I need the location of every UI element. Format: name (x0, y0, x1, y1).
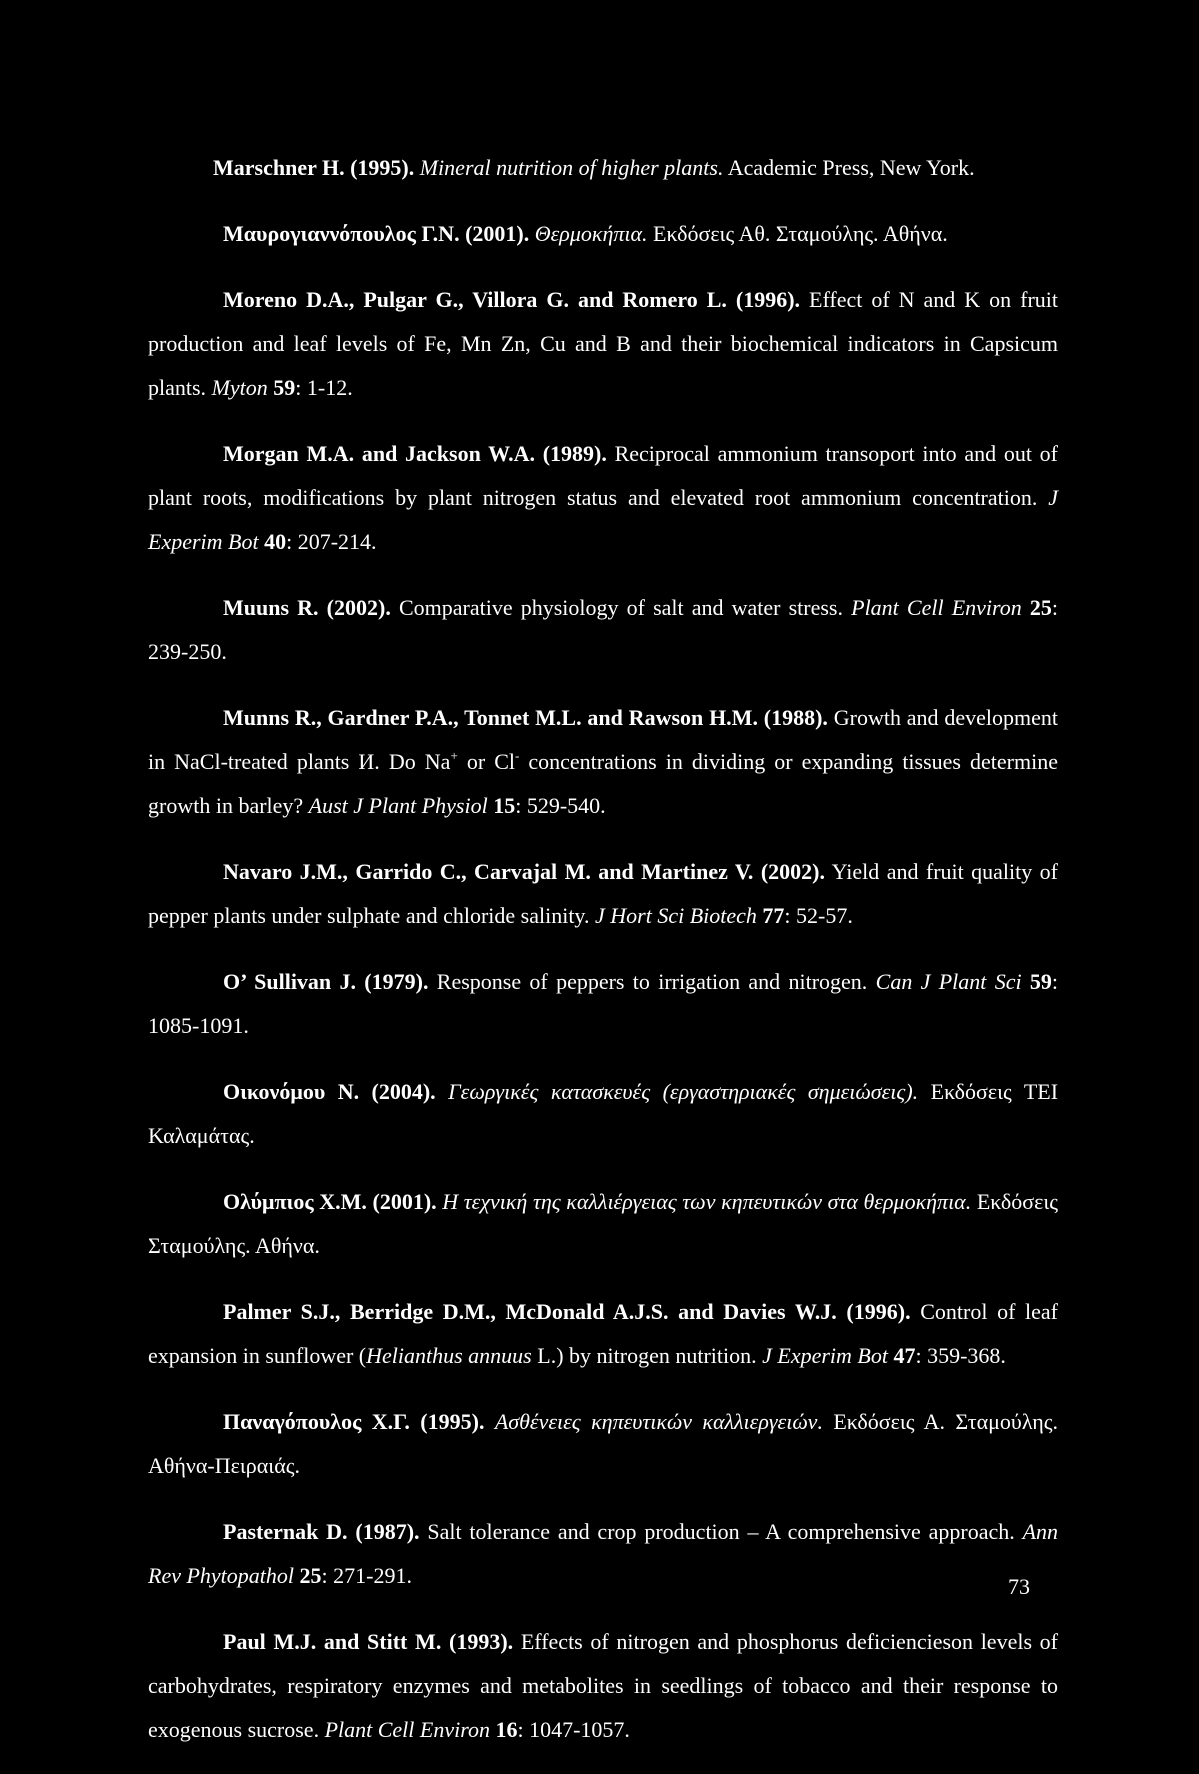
reference-list (148, 124, 1058, 1774)
reference-pages: : 239-250. (148, 595, 1059, 664)
reference-authors: Οικονόμου Ν. (2004). (223, 1079, 436, 1104)
reference-entry (148, 1620, 1058, 1752)
reference-title-part: Growth and development in NaCl-treated plants И. Do Na (148, 705, 1058, 774)
reference-authors: Παναγόπουλος Χ.Γ. (1995). (223, 1409, 485, 1434)
reference-title: Reciprocal ammonium transoport into and out of plant roots, modifications by plant nitrogen status and elevated root ammonium concentration. (148, 441, 1058, 510)
reference-authors: Munns R., Gardner P.A., Tonnet M.L. and Rawson H.M. (1988). (223, 705, 828, 730)
reference-book-title: Η τεχνική της καλλιέργειας των κηπευτικών στα θερμοκήπια. (442, 1189, 972, 1214)
reference-title: Comparative physiology of salt and water stress. (398, 595, 843, 620)
reference-title: Salt tolerance and crop production – A comprehensive approach. (427, 1519, 1015, 1544)
reference-journal: Aust J Plant Physiol (308, 793, 488, 818)
reference-journal: Ann Rev Phytopathol (148, 1519, 1059, 1588)
reference-pages: : 359-368. (915, 1343, 1006, 1368)
reference-book-title: Mineral nutrition of higher plants. (419, 155, 724, 180)
reference-title: Effect of N and K on fruit production and leaf levels of Fe, Mn Zn, Cu and B and their biochemical indicators in Capsicum plants. (148, 287, 1059, 400)
reference-entry (148, 960, 1058, 1048)
reference-authors: Moreno D.A., Pulgar G., Villora G. and Romero L. (1996). (223, 287, 801, 312)
reference-volume: 15 (493, 793, 516, 818)
reference-volume: 25 (1029, 595, 1052, 620)
reference-authors: Marschner H. (1995). (213, 155, 415, 180)
reference-book-title: Γεωργικές κατασκευές (εργαστηριακές σημειώσεις). (448, 1079, 919, 1104)
reference-authors: O’ Sullivan J. (1979). (223, 969, 429, 994)
reference-title-part: concentrations in dividing or expanding tissues determine growth in barley? (148, 749, 1058, 818)
reference-title-part: or Cl (457, 749, 515, 774)
reference-journal: J Experim Bot (762, 1343, 888, 1368)
reference-volume: 77 (762, 903, 785, 928)
reference-publisher: Εκδόσεις Α. Σταμούλης. Αθήνα-Πειραιάς. (148, 1409, 1059, 1478)
reference-pages: : 1047-1057. (517, 1717, 630, 1742)
reference-volume: 16 (495, 1717, 518, 1742)
reference-entry (148, 696, 1058, 828)
reference-pages: : 271-291. (321, 1563, 412, 1588)
reference-entry (148, 212, 1058, 256)
reference-authors: Palmer S.J., Berridge D.M., McDonald A.J.S. and Davies W.J. (1996). (223, 1299, 911, 1324)
reference-publisher: Εκδόσεις Αθ. Σταμούλης. Αθήνα. (653, 221, 948, 246)
reference-authors: Pasternak D. (1987). (223, 1519, 420, 1544)
reference-pages: : 529-540. (515, 793, 606, 818)
reference-authors: Paul M.J. and Stitt M. (1993). (223, 1629, 514, 1654)
reference-entry (148, 1510, 1058, 1598)
reference-journal: Plant Cell Environ (851, 595, 1022, 620)
reference-volume: 47 (893, 1343, 916, 1368)
reference-title: Effects of nitrogen and phosphorus deficiencieson levels of carbohydrates, respiratory enzymes and metabolites in seedlings of tobacco and their response to exogenous sucrose. (148, 1629, 1059, 1742)
reference-volume: 59 (273, 375, 296, 400)
reference-authors: Navaro J.M., Garrido C., Carvajal M. and Martinez V. (2002). (223, 859, 825, 884)
chloride-ion-charge: - (515, 748, 520, 763)
reference-volume: 40 (264, 529, 287, 554)
reference-volume: 25 (299, 1563, 322, 1588)
reference-authors: Ολύμπιος Χ.Μ. (2001). (223, 1189, 437, 1214)
reference-journal: Can J Plant Sci (875, 969, 1022, 994)
reference-journal: Plant Cell Environ (324, 1717, 490, 1742)
reference-authors: Μαυρογιαννόπουλος Γ.Ν. (2001). (223, 221, 530, 246)
reference-publisher: Εκδόσεις ΤΕΙ Καλαμάτας. (148, 1079, 1059, 1148)
reference-title-part: Control of leaf expansion in sunflower ( (148, 1299, 1058, 1368)
reference-title-part: L.) by nitrogen nutrition. (531, 1343, 757, 1368)
reference-pages: : 207-214. (286, 529, 377, 554)
reference-entry (148, 850, 1058, 938)
reference-publisher: Academic Press, New York. (727, 155, 975, 180)
reference-entry (138, 146, 1058, 190)
reference-entry (148, 1400, 1058, 1488)
reference-entry (148, 1070, 1058, 1158)
reference-volume: 59 (1029, 969, 1052, 994)
reference-pages: : 1085-1091. (148, 969, 1059, 1038)
sodium-ion-charge: + (450, 748, 458, 763)
reference-title: Yield and fruit quality of pepper plants under sulphate and chloride salinity. (148, 859, 1059, 928)
reference-title: Response of peppers to irrigation and nitrogen. (436, 969, 868, 994)
reference-book-title: Ασθένειες κηπευτικών καλλιεργειών. (494, 1409, 823, 1434)
page-number: 73 (1008, 1574, 1030, 1599)
reference-pages: : 52-57. (784, 903, 853, 928)
reference-entry (148, 1180, 1058, 1268)
reference-entry (148, 432, 1058, 564)
reference-authors: Muuns R. (2002). (223, 595, 391, 620)
reference-publisher: Εκδόσεις Σταμούλης. Αθήνα. (148, 1189, 1058, 1258)
reference-entry (148, 1290, 1058, 1378)
reference-pages: : 1-12. (295, 375, 353, 400)
reference-entry (148, 586, 1058, 674)
reference-authors: Morgan M.A. and Jackson W.A. (1989). (223, 441, 607, 466)
species-name: Helianthus annuus (366, 1343, 532, 1368)
reference-entry (148, 278, 1058, 410)
reference-journal: Myton (211, 375, 268, 400)
reference-journal: J Hort Sci Biotech (595, 903, 757, 928)
reference-book-title: Θερμοκήπια. (534, 221, 648, 246)
reference-journal: J Experim Bot (148, 485, 1059, 554)
